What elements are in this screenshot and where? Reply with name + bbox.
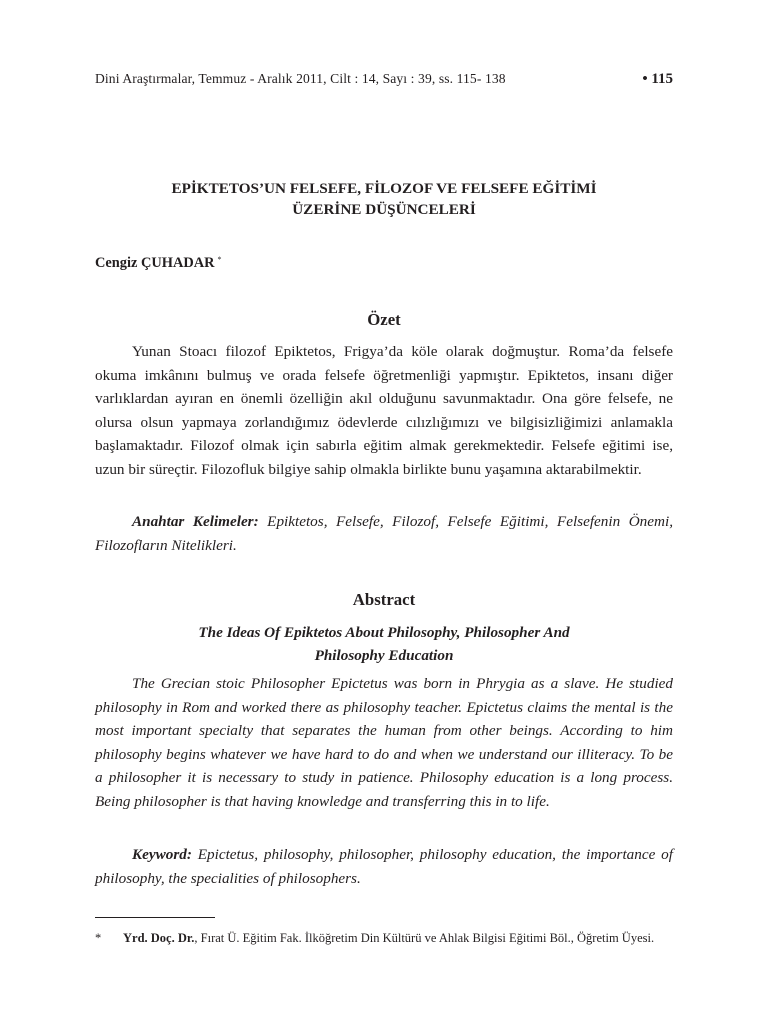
turkish-keywords-list: Epiktetos, Felsefe, Filozof, Felsefe Eğitimi, Felsefenin Önemi, Filozofların Nitelikleri. <box>95 513 673 554</box>
article-title <box>95 178 673 220</box>
abstract-body: The Grecian stoic Philosopher Epictetus was born in Phrygia as a slave. He studied philosophy in Rom and worked there as philosophy teacher. Epictetus claims the mental is the most important specialty that separates the human from other beings. According to him philosophy begins whatever we have hard to do and when we understand our illiteracy. To be a philosopher it is necessary to study in patience. Philosophy education is a long process. Being philosopher is that having knowledge and transferring this in to life. <box>95 675 673 810</box>
running-head <box>95 71 673 88</box>
article-title-line-2: ÜZERİNE DÜŞÜNCELERİ <box>292 201 476 218</box>
ozet-body: Yunan Stoacı filozof Epiktetos, Frigya’da köle olarak doğmuştur. Roma’da felsefe okuma imkânını bulmuş ve orada felsefe öğretmenliği yapmıştır. Epiktetos, insanı diğer varlıklardan ayıran en önemli özelliğin akıl olduğunu savunmaktadır. Ona göre felsefe, ne olursa olsun yapmaya zorlandığımız ödevlerde cılızlığımızı ve bilgisizliğimizi anlamakla başlamaktadır. Filozof olmak için sabırla eğitim almak gerekmektedir. Felsefe eğitimi ise, uzun bir süreçtir. Filozofluk bilgiye sahip olmakla birlikte bunu yaşamına aktarabilmektir. <box>95 343 673 478</box>
footnote <box>95 929 673 947</box>
author-footnote-mark: * <box>217 255 222 264</box>
footnote-title: Yrd. Doç. Dr. <box>123 931 195 945</box>
journal-citation: Dini Araştırmalar, Temmuz - Aralık 2011, Cilt : 14, Sayı : 39, ss. 115- 138 <box>95 71 506 86</box>
article-title-line-1: EPİKTETOS’UN FELSEFE, FİLOZOF VE FELSEFE EĞİTİMİ <box>171 180 597 197</box>
english-keywords <box>95 843 673 890</box>
ozet-heading: Özet <box>367 310 401 329</box>
footnote-text: , Fırat Ü. Eğitim Fak. İlköğretim Din Kültürü ve Ahlak Bilgisi Eğitimi Böl., Öğretim Üyesi. <box>194 931 655 945</box>
turkish-keywords <box>95 510 673 557</box>
footnote-mark: * <box>95 931 102 945</box>
english-keywords-label: Keyword: <box>132 846 192 863</box>
english-title-line-2: Philosophy Education <box>314 647 454 664</box>
abstract-heading: Abstract <box>352 590 416 609</box>
author <box>95 255 222 272</box>
footnote-body <box>123 929 673 947</box>
page-number: • 115 <box>642 71 673 87</box>
author-name: Cengiz ÇUHADAR <box>95 255 215 271</box>
english-title-line-1: The Ideas Of Epiktetos About Philosophy, Philosopher And <box>198 624 570 641</box>
footnote-divider <box>95 917 215 918</box>
english-title <box>95 621 673 667</box>
turkish-keywords-label: Anahtar Kelimeler: <box>132 513 259 530</box>
english-keywords-list: Epictetus, philosophy, philosopher, philosophy education, the importance of philosophy, the specialities of philosophers. <box>95 846 673 887</box>
